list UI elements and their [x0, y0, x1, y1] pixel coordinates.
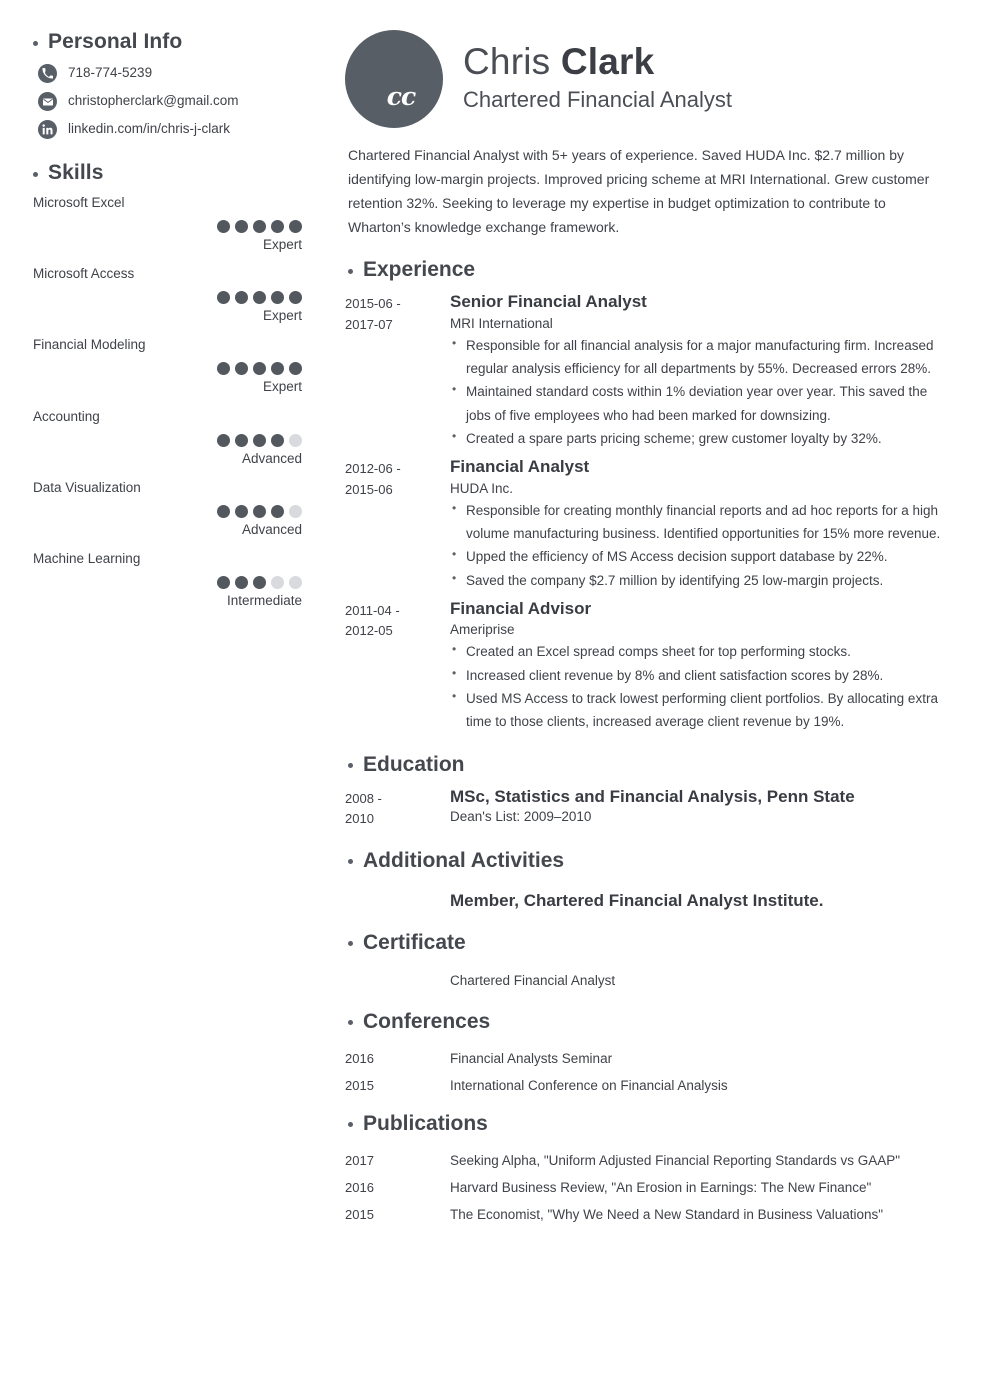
first-name: Chris	[463, 41, 551, 82]
conference-year: 2016	[345, 1050, 374, 1066]
skill-dot-filled	[289, 220, 302, 233]
skill-name: Machine Learning	[33, 550, 141, 566]
skill-level-label: Expert	[262, 308, 302, 324]
avatar	[345, 30, 443, 128]
skill-level-label: Advanced	[241, 450, 302, 466]
bullet-dot-icon	[348, 859, 353, 864]
contact-list	[38, 64, 305, 139]
skill-meter	[33, 505, 305, 538]
contact-value-phone: 718-774-5239	[68, 65, 153, 81]
entry-dates: 2015-06 - 2017-07	[345, 296, 401, 332]
bullet-dot-icon	[348, 763, 353, 768]
bullet-dot-icon	[348, 941, 353, 946]
skill-rating-dots	[33, 576, 302, 589]
entry-company: MRI International	[450, 315, 553, 331]
entry-company: HUDA Inc.	[450, 480, 514, 496]
skill-rating-dots	[33, 291, 302, 304]
experience-heading-label: Experience	[363, 258, 476, 282]
conferences-heading-label: Conferences	[363, 1009, 491, 1033]
activity-item: Member, Chartered Financial Analyst Institute.	[450, 890, 824, 910]
skills-section	[33, 161, 305, 609]
skill-dot-filled	[271, 434, 284, 447]
skill-dot-filled	[271, 505, 284, 518]
entry-body	[450, 598, 945, 734]
publication-year: 2016	[345, 1179, 374, 1195]
skill-meter	[33, 434, 305, 467]
email-icon	[38, 92, 57, 111]
section-heading-additional-activities	[348, 849, 945, 873]
skill-dot-empty	[289, 434, 302, 447]
publication-title: Harvard Business Review, "An Erosion in Earnings: The New Finance"	[450, 1179, 872, 1195]
bullet-item: • Saved the company $2.7 million by identifying 25 low-margin projects.	[450, 569, 945, 592]
bullet-dot-icon	[33, 41, 38, 46]
publication-row	[345, 1207, 945, 1222]
skill-dot-filled	[235, 362, 248, 375]
skill-dot-filled	[289, 291, 302, 304]
section-heading-skills	[33, 161, 305, 185]
skill-level-label: Expert	[262, 237, 302, 252]
conference-year: 2015	[345, 1077, 374, 1093]
skill-dot-filled	[235, 220, 248, 233]
bullet-item: • Used MS Access to track lowest performing client portfolios. By allocating extra time to those clients, increased average client revenue by 19%.	[450, 687, 945, 734]
skill-dot-filled	[271, 220, 284, 233]
bullet-dot-icon	[348, 1122, 353, 1127]
avatar-initials: cc	[386, 82, 416, 111]
section-heading-education	[348, 753, 945, 777]
bullet-item: • Upped the efficiency of MS Access decision support database by 22%.	[450, 545, 945, 568]
certificate-heading-label: Certificate	[363, 930, 466, 954]
skill-dot-filled	[235, 291, 248, 304]
phone-icon	[38, 64, 57, 83]
spacer	[450, 964, 945, 972]
entry-bullets	[450, 640, 945, 733]
skill-meter	[33, 576, 305, 609]
contact-value-linkedin: linkedin.com/in/chris-j-clark	[68, 121, 231, 137]
entry-role: Financial Advisor	[450, 598, 592, 618]
contact-item-phone[interactable]	[38, 64, 305, 83]
skill-dot-filled	[217, 220, 230, 233]
conference-title: International Conference on Financial Analysis	[450, 1077, 728, 1093]
skill-meter	[33, 291, 305, 324]
bullet-item: • Responsible for creating monthly financial reports and ad hoc reports for a high volume manufacturing business. Identified opportunities for 15% more revenue.	[450, 499, 945, 546]
additional-activities-heading-label: Additional Activities	[363, 848, 565, 872]
skill-dot-filled	[289, 362, 302, 375]
skill-rating-dots	[33, 505, 302, 518]
bullet-item: • Increased client revenue by 8% and client satisfaction scores by 28%.	[450, 664, 945, 687]
skill-dot-filled	[217, 505, 230, 518]
section-heading-conferences	[348, 1010, 945, 1034]
additional-activities-list	[345, 882, 945, 912]
conference-row	[345, 1051, 945, 1066]
skill-dot-filled	[253, 220, 266, 233]
spacer	[345, 1043, 945, 1051]
skill-item	[33, 480, 305, 538]
skill-item	[33, 266, 305, 324]
skill-name: Microsoft Excel	[33, 195, 125, 210]
main-column	[340, 0, 990, 1400]
skill-item	[33, 409, 305, 467]
last-name: Clark	[560, 41, 655, 82]
publication-year: 2017	[345, 1152, 374, 1168]
contact-value-email: christopherclark@gmail.com	[68, 93, 239, 109]
certificate-list	[345, 964, 945, 991]
skill-dot-filled	[271, 362, 284, 375]
skill-dot-filled	[235, 434, 248, 447]
skill-dot-empty	[289, 576, 302, 589]
entry-body	[450, 456, 945, 592]
bullet-dot-icon	[33, 172, 38, 177]
skill-level-label: Advanced	[241, 521, 302, 537]
bullet-item: • Maintained standard costs within 1% deviation year over year. This saved the jobs of five employees who had been marked for downsizing.	[450, 380, 945, 427]
contact-item-email[interactable]	[38, 92, 305, 111]
skill-item	[33, 337, 305, 395]
publication-row	[345, 1153, 945, 1168]
certificate-item: Chartered Financial Analyst	[450, 972, 616, 988]
entry-dates: 2012-06 - 2015-06	[345, 461, 401, 497]
name-block	[463, 30, 732, 113]
experience-entry	[345, 291, 945, 450]
entry-role: Senior Financial Analyst	[450, 292, 647, 312]
skill-meter	[33, 362, 305, 395]
skill-dot-empty	[271, 576, 284, 589]
section-heading-certificate	[348, 931, 945, 955]
skill-meter	[33, 220, 305, 253]
skill-item	[33, 551, 305, 609]
skill-dot-filled	[235, 505, 248, 518]
skill-dot-empty	[289, 505, 302, 518]
entry-dates: 2008 - 2010	[345, 790, 382, 827]
skill-name: Financial Modeling	[33, 337, 146, 353]
skill-item	[33, 195, 305, 253]
entry-body	[450, 786, 945, 830]
contact-item-linkedin[interactable]	[38, 120, 305, 139]
publication-row	[345, 1180, 945, 1195]
skill-level-label: Expert	[262, 379, 302, 395]
skill-rating-dots	[33, 362, 302, 375]
section-heading-personal-info	[33, 30, 305, 54]
bullet-item: • Created an Excel spread comps sheet for top performing stocks.	[450, 640, 945, 663]
bullet-item: • Responsible for all financial analysis for a major manufacturing firm. Increased regular analysis efficiency for all departments by 55%. Decreased errors 28%.	[450, 334, 945, 381]
degree-title: MSc, Statistics and Financial Analysis, Penn State	[450, 786, 855, 806]
skill-name: Accounting	[33, 408, 100, 424]
entry-company: Ameriprise	[450, 622, 515, 638]
skill-dot-filled	[271, 291, 284, 304]
experience-entry	[345, 456, 945, 592]
publications-heading-label: Publications	[363, 1111, 488, 1135]
entry-body	[450, 291, 945, 450]
skill-dot-filled	[253, 505, 266, 518]
entry-bullets	[450, 499, 945, 592]
conference-row	[345, 1078, 945, 1093]
entry-role: Financial Analyst	[450, 457, 590, 477]
resume-header	[345, 30, 945, 128]
linkedin-icon	[38, 120, 57, 139]
education-entry	[345, 786, 945, 830]
skill-dot-filled	[217, 576, 230, 589]
entry-dates: 2011-04 - 2012-05	[345, 602, 400, 639]
skill-dot-filled	[217, 291, 230, 304]
job-title: Chartered Financial Analyst	[463, 86, 733, 112]
education-heading-label: Education	[363, 752, 465, 776]
page-title	[463, 42, 732, 82]
publication-title: Seeking Alpha, "Uniform Adjusted Financial Reporting Standards vs GAAP"	[450, 1152, 901, 1168]
skill-dot-filled	[235, 576, 248, 589]
professional-summary: Chartered Financial Analyst with 5+ years of experience. Saved HUDA Inc. $2.7 million by identifying low-margin projects. Improved pricing scheme at MRI International. Grew customer retention 32%. Seeking to leverage my expertise in budget optimization to contribute to Wharton’s knowledge exchange framework.	[348, 147, 930, 236]
skill-dot-filled	[253, 362, 266, 375]
section-heading-experience	[348, 258, 945, 282]
bullet-dot-icon	[348, 1020, 353, 1025]
section-heading-publications	[348, 1112, 945, 1136]
skill-rating-dots	[33, 220, 302, 233]
bullet-item: • Created a spare parts pricing scheme; grew customer loyalty by 32%.	[450, 427, 945, 450]
sidebar	[0, 0, 340, 1400]
skill-name: Data Visualization	[33, 479, 141, 495]
skill-rating-dots	[33, 434, 302, 447]
skills-heading-label: Skills	[48, 161, 104, 184]
entry-bullets	[450, 334, 945, 451]
spacer	[345, 1145, 945, 1153]
bullet-dot-icon	[348, 269, 353, 274]
skill-level-label: Intermediate	[226, 592, 302, 608]
experience-entry	[345, 598, 945, 734]
skill-dot-filled	[217, 434, 230, 447]
personal-info-heading-label: Personal Info	[48, 30, 183, 53]
skill-name: Microsoft Access	[33, 266, 135, 282]
publication-title: The Economist, "Why We Need a New Standard in Business Valuations"	[450, 1206, 884, 1222]
skill-dot-filled	[217, 362, 230, 375]
skill-dot-filled	[253, 434, 266, 447]
spacer	[450, 882, 945, 890]
degree-note: Dean's List: 2009–2010	[450, 808, 592, 824]
skill-dot-filled	[253, 576, 266, 589]
skill-dot-filled	[253, 291, 266, 304]
conference-title: Financial Analysts Seminar	[450, 1050, 613, 1066]
publication-year: 2015	[345, 1206, 374, 1222]
